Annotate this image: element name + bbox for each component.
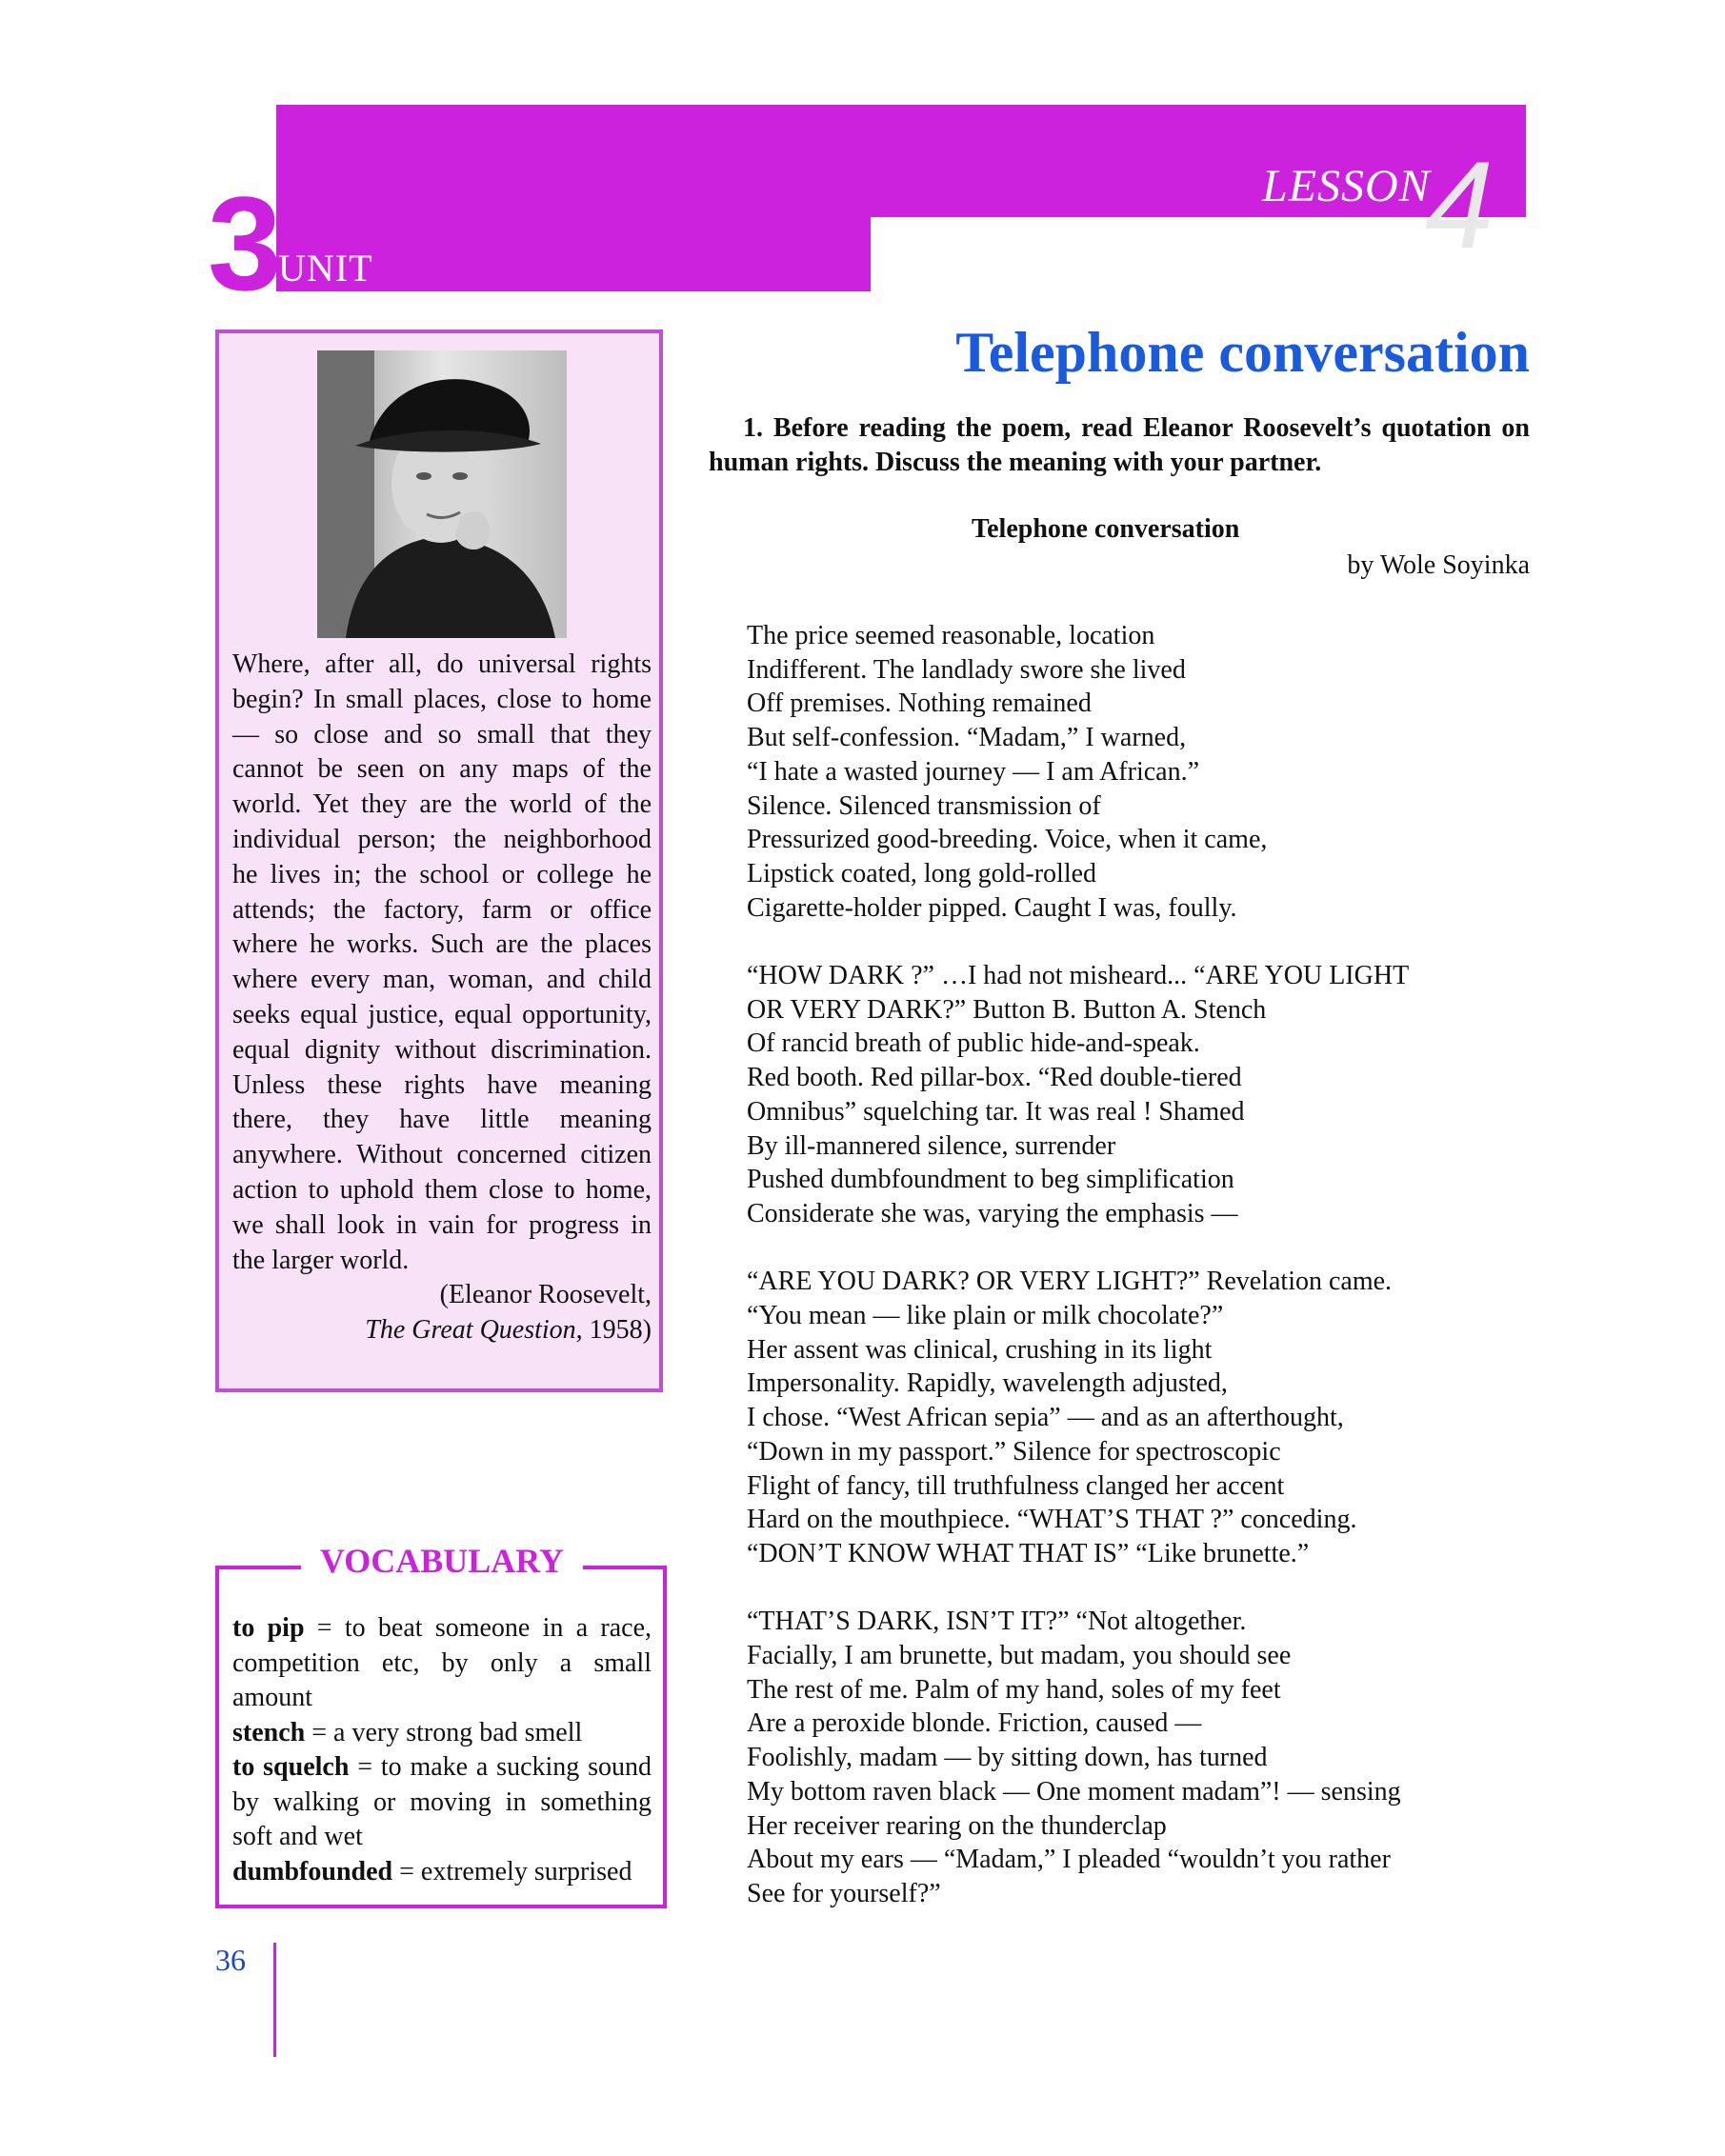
vocab-term: to pip <box>232 1613 305 1643</box>
poem-line: Off premises. Nothing remained <box>747 689 1092 719</box>
poem-line: “HOW DARK ?” …I had not misheard... “ARE YOU LIGHT <box>747 961 1410 991</box>
poem-line: Pressurized good-breeding. Voice, when it came, <box>747 825 1268 855</box>
poem-line: But self-confession. “Madam,” I warned, <box>747 723 1187 753</box>
poem-line: Her assent was clinical, crushing in its light <box>747 1334 1213 1365</box>
vocab-entry <box>232 1716 652 1751</box>
poem-title: Telephone conversation <box>972 514 1240 544</box>
vocab-definition: = a very strong bad smell <box>305 1717 583 1747</box>
poem-line: Silence. Silenced transmission of <box>747 790 1101 821</box>
poem-line: About my ears — “Madam,” I pleaded “wouldn’t you rather <box>747 1845 1391 1875</box>
poem-line: The rest of me. Palm of my hand, soles of my feet <box>747 1674 1281 1705</box>
quote-body: Where, after all, do universal rights begin? In small places, close to home — so close and so small that they cannot be seen on any maps of the world. Yet they are the world of the individual person; the neighborhood he lives in; the school or college he attends; the factory, farm or office where he works. Such are the places where every man, woman, and child seeks equal justice, equal opportunity, equal dignity without discrimination. Unless these rights have meaning there, they have little meaning anywhere. Without concerned citizen action to uphold them close to home, we shall look in vain for progress in the larger world. <box>232 649 652 1275</box>
poem-line: Lipstick coated, long gold-rolled <box>747 858 1097 888</box>
vocabulary-list <box>232 1611 652 1889</box>
page-number-rule <box>273 1943 276 2057</box>
page-title: Telephone conversation <box>955 321 1530 384</box>
poem-line: OR VERY DARK?” Button B. Button A. Stench <box>747 994 1267 1025</box>
vocab-definition: = to make a sucking sound by walking or moving in something soft and wet <box>232 1752 652 1851</box>
task-instruction <box>709 411 1530 480</box>
poem-line: Facially, I am brunette, but madam, you should see <box>747 1641 1292 1671</box>
unit-label: UNIT <box>278 247 373 289</box>
vocab-term: dumbfounded <box>232 1856 393 1886</box>
quote-citation-title: The Great Question, <box>365 1315 583 1346</box>
poem-stanza <box>747 1265 1528 1570</box>
poem-line: Hard on the mouthpiece. “WHAT’S THAT ?” conceding. <box>747 1505 1357 1535</box>
poem-line: Omnibus” squelching tar. It was real ! Shamed <box>747 1096 1245 1127</box>
vocab-definition: = extremely surprised <box>392 1856 632 1886</box>
poem-stanza <box>747 959 1528 1231</box>
vocab-entry <box>232 1750 652 1855</box>
quote-text <box>232 648 652 1348</box>
unit-number: 3 <box>208 169 282 318</box>
poem-line: Flight of fancy, till truthfulness clanged her accent <box>747 1470 1285 1501</box>
task-text: 1. Before reading the poem, read Eleanor Roosevelt’s quotation on human rights. Discuss the meaning with your partner. <box>709 413 1530 477</box>
poem-body <box>747 619 1528 1945</box>
poem-author: by Wole Soyinka <box>1347 550 1530 580</box>
poem-line: The price seemed reasonable, location <box>747 621 1155 650</box>
poem-line: “DON’T KNOW WHAT THAT IS” “Like brunette.” <box>747 1538 1310 1568</box>
vocab-term: to squelch <box>232 1752 350 1782</box>
poem-line: Pushed dumbfoundment to beg simplification <box>747 1165 1234 1195</box>
vocab-entry <box>232 1611 652 1716</box>
quote-citation-year: 1958) <box>582 1315 652 1346</box>
vocab-entry <box>232 1855 652 1890</box>
poem-line: I chose. “West African sepia” — and as an afterthought, <box>747 1403 1344 1433</box>
poem-stanza <box>747 1605 1528 1910</box>
poem-line: Are a peroxide blonde. Friction, caused — <box>747 1708 1202 1739</box>
poem-line: Foolishly, madam — by sitting down, has turned <box>747 1743 1268 1773</box>
quote-citation-line2 <box>232 1313 652 1348</box>
vocab-term: stench <box>232 1717 306 1747</box>
poem-line: Impersonality. Rapidly, wavelength adjusted, <box>747 1368 1228 1399</box>
poem-stanza <box>747 619 1528 925</box>
poem-line: See for yourself?” <box>747 1878 941 1908</box>
portrait-photo <box>317 350 567 638</box>
poem-line: Indifferent. The landlady swore she lived <box>747 654 1186 685</box>
poem-line: Red booth. Red pillar-box. “Red double-tiered <box>747 1063 1242 1093</box>
poem-line: By ill-mannered silence, surrender <box>747 1130 1116 1161</box>
poem-line: Considerate she was, varying the emphasis — <box>747 1198 1238 1228</box>
vocab-definition: = to beat someone in a race, competition etc, by only a small amount <box>232 1613 652 1712</box>
poem-line: “I hate a wasted journey — I am African.” <box>747 756 1200 787</box>
poem-line: “ARE YOU DARK? OR VERY LIGHT?” Revelation came. <box>747 1267 1393 1297</box>
poem-line: Of rancid breath of public hide-and-speak. <box>747 1028 1200 1059</box>
poem-line: “Down in my passport.” Silence for spectroscopic <box>747 1436 1281 1467</box>
poem-line: My bottom raven black — One moment madam”! — sensing <box>747 1776 1401 1807</box>
poem-line: “THAT’S DARK, ISN’T IT?” “Not altogether. <box>747 1607 1247 1637</box>
vocabulary-title: VOCABULARY <box>301 1541 583 1581</box>
lesson-number: 4 <box>1425 135 1494 274</box>
page-number: 36 <box>215 1943 246 1977</box>
poem-line: Her receiver rearing on the thunderclap <box>747 1810 1167 1841</box>
quote-citation-line1: (Eleanor Roosevelt, <box>439 1280 652 1310</box>
poem-line: “You mean — like plain or milk chocolate?” <box>747 1301 1224 1331</box>
poem-line: Cigarette-holder pipped. Caught I was, foully. <box>747 892 1237 923</box>
lesson-label: LESSON <box>1262 161 1431 211</box>
